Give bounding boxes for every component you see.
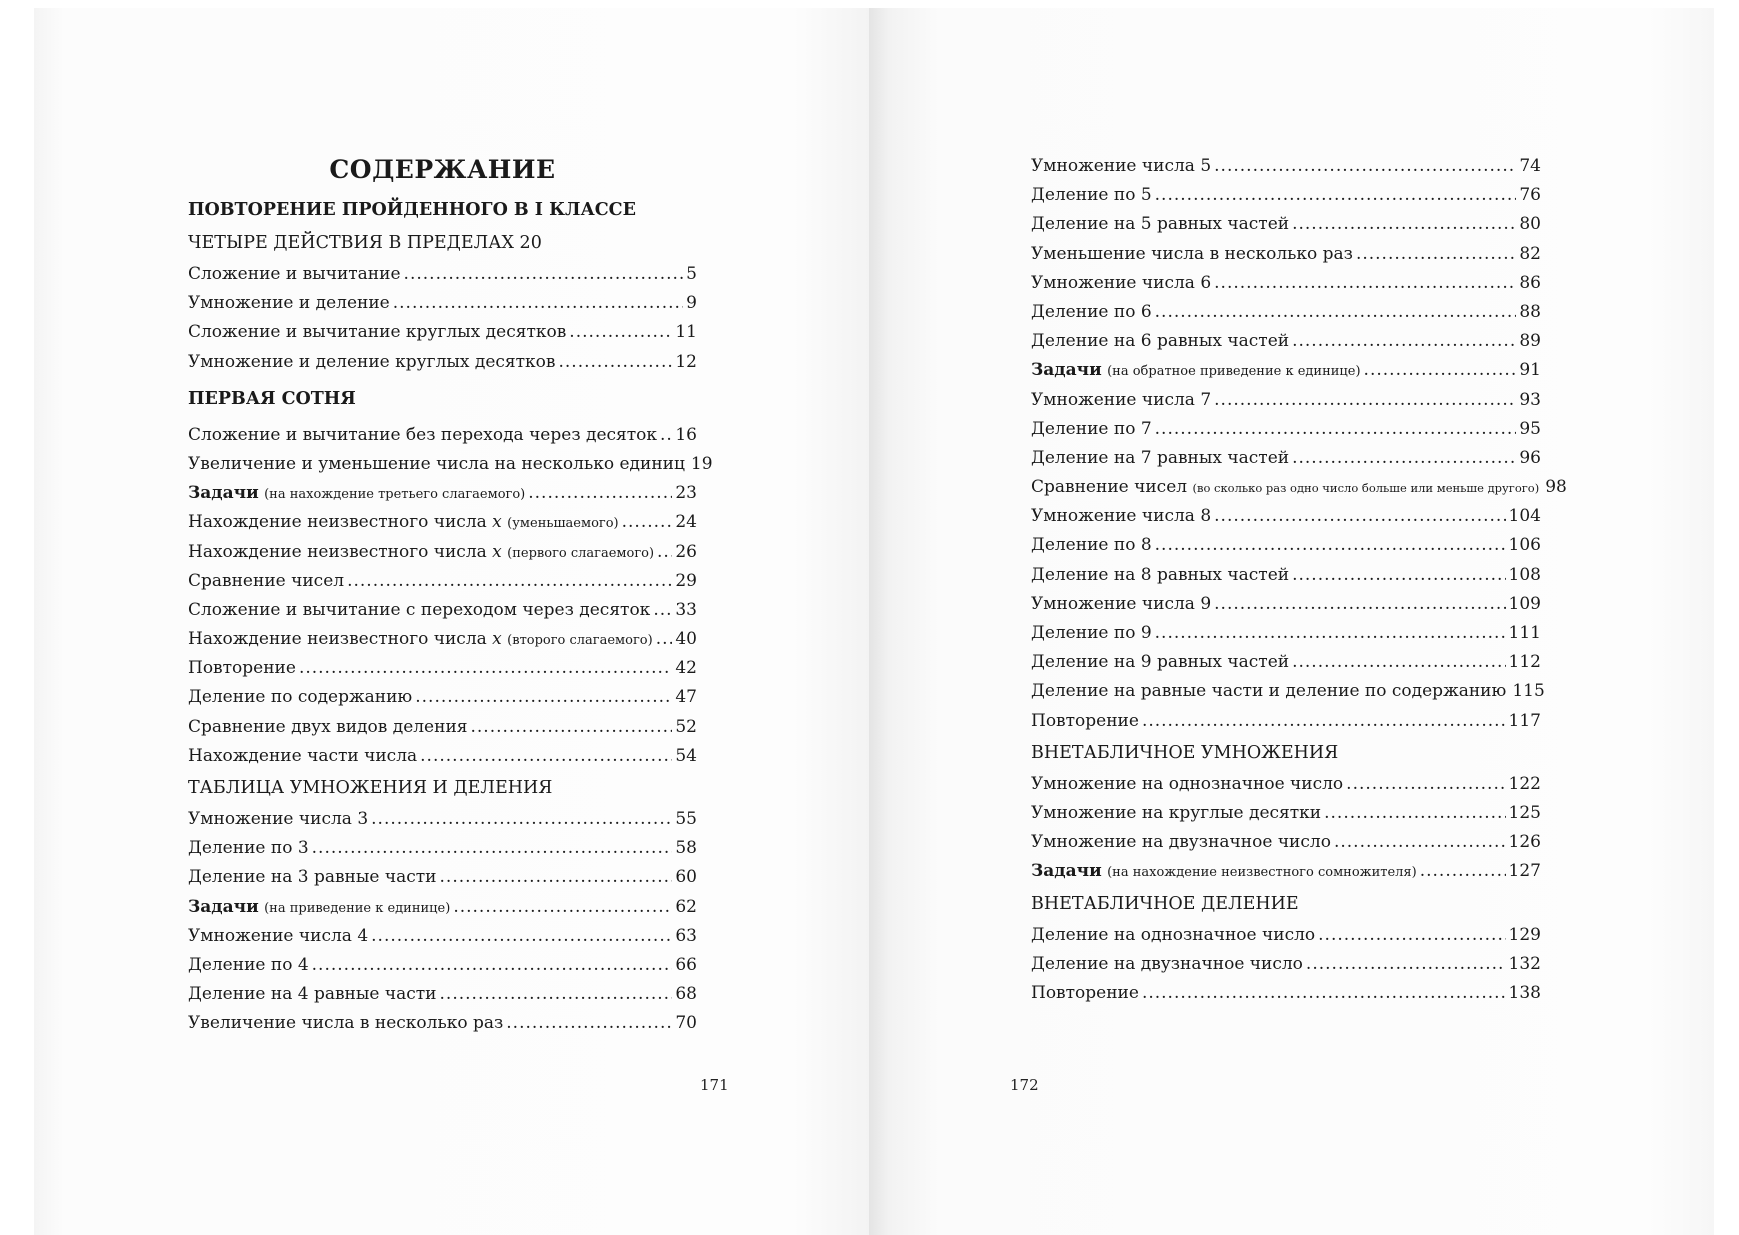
entry-page: 93 <box>1519 389 1541 410</box>
toc-entry <box>188 742 697 771</box>
page-number: 171 <box>700 1076 729 1094</box>
entry-page: 122 <box>1508 773 1541 794</box>
leader-dots <box>1155 531 1506 560</box>
entry-title: Сложение и вычитание с переходом через десяток <box>188 599 651 620</box>
toc-entry <box>188 538 697 567</box>
entry-note: (на обратное приведение к единице) <box>1107 364 1361 380</box>
toc-entry <box>1031 561 1541 590</box>
leader-dots <box>371 922 672 951</box>
toc-entry <box>188 863 697 892</box>
entry-title: Умножение и деление круглых десятков <box>188 351 556 372</box>
entry-title: Деление по 8 <box>1031 535 1152 556</box>
leader-dots <box>1292 327 1516 356</box>
entry-page: 68 <box>675 984 697 1005</box>
entry-title: Нахождение части числа <box>188 745 418 766</box>
entry-page: 54 <box>675 745 697 766</box>
toc-entry <box>1031 531 1541 560</box>
entry-title: Уменьшение числа в несколько раз <box>1031 243 1353 264</box>
toc-entry <box>188 834 697 863</box>
entry-title: Деление на 9 равных частей <box>1031 652 1290 673</box>
entry-title: Деление на 3 равные части <box>188 867 437 888</box>
entry-page: 11 <box>675 322 697 343</box>
toc-entry <box>188 805 697 834</box>
entry-title: Деление на 7 равных частей <box>1031 447 1290 468</box>
entry-title-bold: Задачи <box>1031 861 1102 882</box>
entry-page: 117 <box>1508 710 1541 731</box>
entry-page: 80 <box>1519 214 1541 235</box>
section-heading: ЧЕТЫРЕ ДЕЙСТВИЯ В ПРЕДЕЛАХ 20 <box>188 233 542 253</box>
entry-title: Деление на 6 равных частей <box>1031 331 1290 352</box>
toc-right-column <box>1031 152 1567 1008</box>
entry-page: 5 <box>686 264 697 284</box>
leader-dots <box>1214 386 1516 415</box>
leader-dots <box>569 318 672 347</box>
entry-note: (уменьшаемого) <box>507 516 619 532</box>
leader-dots <box>656 625 673 654</box>
page-number: 172 <box>1010 1076 1039 1094</box>
entry-title: Умножение на круглые десятки <box>1031 802 1322 823</box>
toc-entry <box>188 1009 697 1038</box>
leader-dots <box>453 893 672 922</box>
entry-page: 115 <box>1512 681 1545 702</box>
toc-entry <box>1031 473 1567 502</box>
entry-page: 82 <box>1519 243 1541 264</box>
toc-entry <box>1031 979 1541 1008</box>
leader-dots <box>471 713 673 742</box>
leader-dots <box>1292 648 1505 677</box>
entry-page: 127 <box>1508 861 1541 882</box>
entry-page: 98 <box>1545 477 1567 498</box>
toc-entry <box>1031 444 1541 473</box>
leader-dots <box>1318 921 1505 950</box>
leader-dots <box>657 538 672 567</box>
toc-left-column <box>188 155 713 1039</box>
entry-note: (второго слагаемого) <box>507 633 653 649</box>
entry-title: Деление на однозначное число <box>1031 924 1316 945</box>
entry-page: 91 <box>1519 360 1541 381</box>
leader-dots <box>1142 979 1506 1008</box>
entry-page: 23 <box>675 483 697 504</box>
entry-page: 47 <box>675 687 697 708</box>
toc-entry <box>1031 921 1541 950</box>
toc-entry <box>1031 181 1541 210</box>
entry-page: 26 <box>675 541 697 562</box>
leader-dots <box>1292 210 1516 239</box>
toc-entry <box>188 450 713 479</box>
entry-page: 12 <box>675 351 697 372</box>
section-heading: ВНЕТАБЛИЧНОЕ УМНОЖЕНИЯ <box>1031 742 1339 763</box>
variable-x: x <box>492 541 502 562</box>
entry-page: 95 <box>1519 418 1541 439</box>
entry-page: 9 <box>686 293 697 314</box>
leader-dots <box>415 683 672 712</box>
leader-dots <box>299 654 672 683</box>
leader-dots <box>1334 828 1506 857</box>
toc-entry <box>1031 677 1545 706</box>
entry-title: Нахождение неизвестного числа <box>188 629 487 650</box>
leader-dots <box>1155 298 1517 327</box>
toc-entry <box>1031 386 1541 415</box>
leader-dots <box>440 863 673 892</box>
entry-title: Деление по 9 <box>1031 623 1152 643</box>
entry-page: 111 <box>1508 623 1541 643</box>
entry-title: Умножение на однозначное число <box>1031 773 1344 794</box>
page-title: СОДЕРЖАНИЕ <box>329 155 556 184</box>
toc-entry <box>188 508 697 537</box>
toc-entry <box>1031 590 1541 619</box>
entry-title: Умножение на двузначное число <box>1031 832 1331 853</box>
entry-title: Деление на 4 равные части <box>188 984 437 1005</box>
entry-title: Деление по 4 <box>188 954 309 975</box>
toc-entry <box>1031 707 1541 736</box>
toc-entry <box>1031 770 1541 799</box>
entry-title: Деление по содержанию <box>188 687 413 708</box>
entry-title: Умножение числа 9 <box>1031 593 1212 614</box>
toc-entry <box>188 289 697 318</box>
section-heading: ПОВТОРЕНИЕ ПРОЙДЕННОГО В I КЛАССЕ <box>188 200 636 220</box>
leader-dots <box>420 742 672 771</box>
entry-page: 125 <box>1508 802 1541 823</box>
leader-dots <box>1214 269 1516 298</box>
toc-entry <box>188 596 697 625</box>
toc-entry <box>188 567 697 596</box>
toc-entry <box>1031 619 1541 648</box>
entry-page: 132 <box>1508 953 1541 974</box>
toc-entry <box>188 951 697 980</box>
variable-x: x <box>492 629 502 650</box>
leader-dots <box>528 479 672 508</box>
entry-title: Сложение и вычитание без перехода через десяток <box>188 424 658 445</box>
toc-entry <box>188 683 697 712</box>
entry-page: 112 <box>1508 652 1541 673</box>
entry-title: Умножение числа 6 <box>1031 272 1212 293</box>
entry-page: 16 <box>675 424 697 445</box>
entry-title: Деление по 7 <box>1031 418 1152 439</box>
entry-page: 63 <box>675 925 697 946</box>
entry-page: 40 <box>675 629 697 650</box>
entry-page: 108 <box>1508 564 1541 585</box>
entry-title: Сравнение чисел <box>188 570 345 591</box>
leader-dots <box>347 567 672 596</box>
leader-dots <box>1142 707 1506 736</box>
toc-entry <box>188 479 697 508</box>
entry-page: 106 <box>1508 535 1541 556</box>
entry-title: Сравнение двух видов деления <box>188 716 468 737</box>
entry-title: Повторение <box>1031 710 1139 731</box>
toc-entry <box>188 421 697 450</box>
entry-page: 86 <box>1519 272 1541 293</box>
variable-x: x <box>492 512 502 533</box>
leader-dots <box>1155 619 1506 648</box>
entry-title: Деление по 3 <box>188 838 309 859</box>
entry-page: 74 <box>1519 156 1541 176</box>
entry-title: Повторение <box>188 658 296 679</box>
toc-entry <box>1031 327 1541 356</box>
entry-page: 104 <box>1508 506 1541 527</box>
leader-dots <box>1214 590 1505 619</box>
toc-entry <box>1031 828 1541 857</box>
leader-dots <box>1364 356 1517 385</box>
toc-entry <box>188 625 697 654</box>
entry-title: Сравнение чисел <box>1031 477 1188 498</box>
leader-dots <box>312 834 673 863</box>
leader-dots <box>506 1009 672 1038</box>
entry-title: Деление на равные части и деление по содержанию <box>1031 681 1507 702</box>
entry-page: 24 <box>675 512 697 533</box>
entry-title: Увеличение числа в несколько раз <box>188 1013 504 1034</box>
toc-entry <box>1031 502 1541 531</box>
entry-title: Умножение числа 3 <box>188 809 369 829</box>
entry-page: 138 <box>1508 982 1541 1003</box>
entry-note: (первого слагаемого) <box>507 545 655 561</box>
entry-page: 70 <box>675 1013 697 1034</box>
entry-page: 33 <box>675 599 697 620</box>
leader-dots <box>622 508 673 537</box>
section-heading: ТАБЛИЦА УМНОЖЕНИЯ И ДЕЛЕНИЯ <box>188 778 553 798</box>
section-heading: ВНЕТАБЛИЧНОЕ ДЕЛЕНИЕ <box>1031 893 1299 914</box>
entry-title: Увеличение и уменьшение числа на несколько единиц <box>188 453 685 474</box>
leader-dots <box>1155 181 1517 210</box>
entry-title: Умножение числа 4 <box>188 925 369 946</box>
leader-dots <box>371 805 672 834</box>
toc-entry <box>188 318 697 347</box>
entry-page: 42 <box>675 658 697 679</box>
toc-entry <box>1031 857 1541 886</box>
entry-note: (на нахождение третьего слагаемого) <box>264 487 526 503</box>
leader-dots <box>653 596 672 625</box>
toc-entry <box>1031 298 1541 327</box>
entry-note: (на приведение к единице) <box>264 900 451 916</box>
leader-dots <box>1346 770 1505 799</box>
leader-dots <box>1292 444 1516 473</box>
section-heading: ПЕРВАЯ СОТНЯ <box>188 388 356 409</box>
toc-entry <box>1031 356 1541 385</box>
entry-page: 52 <box>675 716 697 737</box>
toc-entry <box>1031 240 1541 269</box>
toc-entry <box>1031 269 1541 298</box>
leader-dots <box>660 421 672 450</box>
entry-page: 126 <box>1508 832 1541 853</box>
entry-page: 19 <box>690 453 713 474</box>
toc-entry <box>188 260 697 289</box>
leader-dots <box>404 260 684 289</box>
entry-page: 76 <box>1519 185 1541 206</box>
toc-entry <box>1031 950 1541 979</box>
entry-title: Деление по 5 <box>1031 185 1152 206</box>
toc-entry <box>188 893 697 922</box>
entry-title: Сложение и вычитание <box>188 264 401 284</box>
toc-entry <box>1031 799 1541 828</box>
toc-entry <box>188 654 697 683</box>
entry-page: 129 <box>1508 924 1541 945</box>
leader-dots <box>1306 950 1506 979</box>
toc-entry <box>1031 415 1541 444</box>
entry-title: Деление на 5 равных частей <box>1031 214 1290 235</box>
entry-title-bold: Задачи <box>188 896 259 917</box>
entry-page: 88 <box>1519 301 1541 322</box>
leader-dots <box>393 289 683 318</box>
toc-entry <box>188 713 697 742</box>
entry-page: 58 <box>675 838 697 859</box>
entry-page: 109 <box>1508 593 1541 614</box>
entry-title: Деление на двузначное число <box>1031 953 1303 974</box>
entry-title: Повторение <box>1031 982 1139 1003</box>
entry-title: Умножение и деление <box>188 293 390 314</box>
entry-title: Умножение числа 7 <box>1031 389 1212 410</box>
entry-page: 96 <box>1519 447 1541 468</box>
entry-page: 66 <box>675 954 697 975</box>
entry-title: Деление по 6 <box>1031 301 1152 322</box>
entry-page: 55 <box>675 809 697 829</box>
leader-dots <box>440 980 673 1009</box>
leader-dots <box>1214 502 1505 531</box>
entry-title: Умножение числа 5 <box>1031 156 1212 176</box>
leader-dots <box>559 348 673 377</box>
entry-title: Нахождение неизвестного числа <box>188 541 487 562</box>
entry-title: Сложение и вычитание круглых десятков <box>188 322 567 343</box>
leader-dots <box>1292 561 1505 590</box>
entry-title-bold: Задачи <box>1031 360 1102 381</box>
entry-page: 29 <box>675 570 697 591</box>
entry-title-bold: Задачи <box>188 483 259 504</box>
entry-page: 62 <box>675 896 697 917</box>
leader-dots <box>312 951 673 980</box>
entry-title: Умножение числа 8 <box>1031 506 1212 527</box>
entry-page: 60 <box>675 867 697 888</box>
entry-title: Деление на 8 равных частей <box>1031 564 1290 585</box>
toc-entry <box>1031 152 1541 181</box>
leader-dots <box>1356 240 1516 269</box>
toc-entry <box>1031 648 1541 677</box>
entry-title: Нахождение неизвестного числа <box>188 512 487 533</box>
toc-entry <box>188 980 697 1009</box>
leader-dots <box>1324 799 1505 828</box>
leader-dots <box>1420 857 1506 886</box>
toc-entry <box>188 922 697 951</box>
entry-page: 89 <box>1519 331 1541 352</box>
toc-entry <box>188 348 697 377</box>
leader-dots <box>1214 152 1516 181</box>
toc-entry <box>1031 210 1541 239</box>
entry-note: (на нахождение неизвестного сомножителя) <box>1107 865 1417 881</box>
leader-dots <box>1155 415 1517 444</box>
entry-note: (во сколько раз одно число больше или меньше другого) <box>1192 481 1540 496</box>
